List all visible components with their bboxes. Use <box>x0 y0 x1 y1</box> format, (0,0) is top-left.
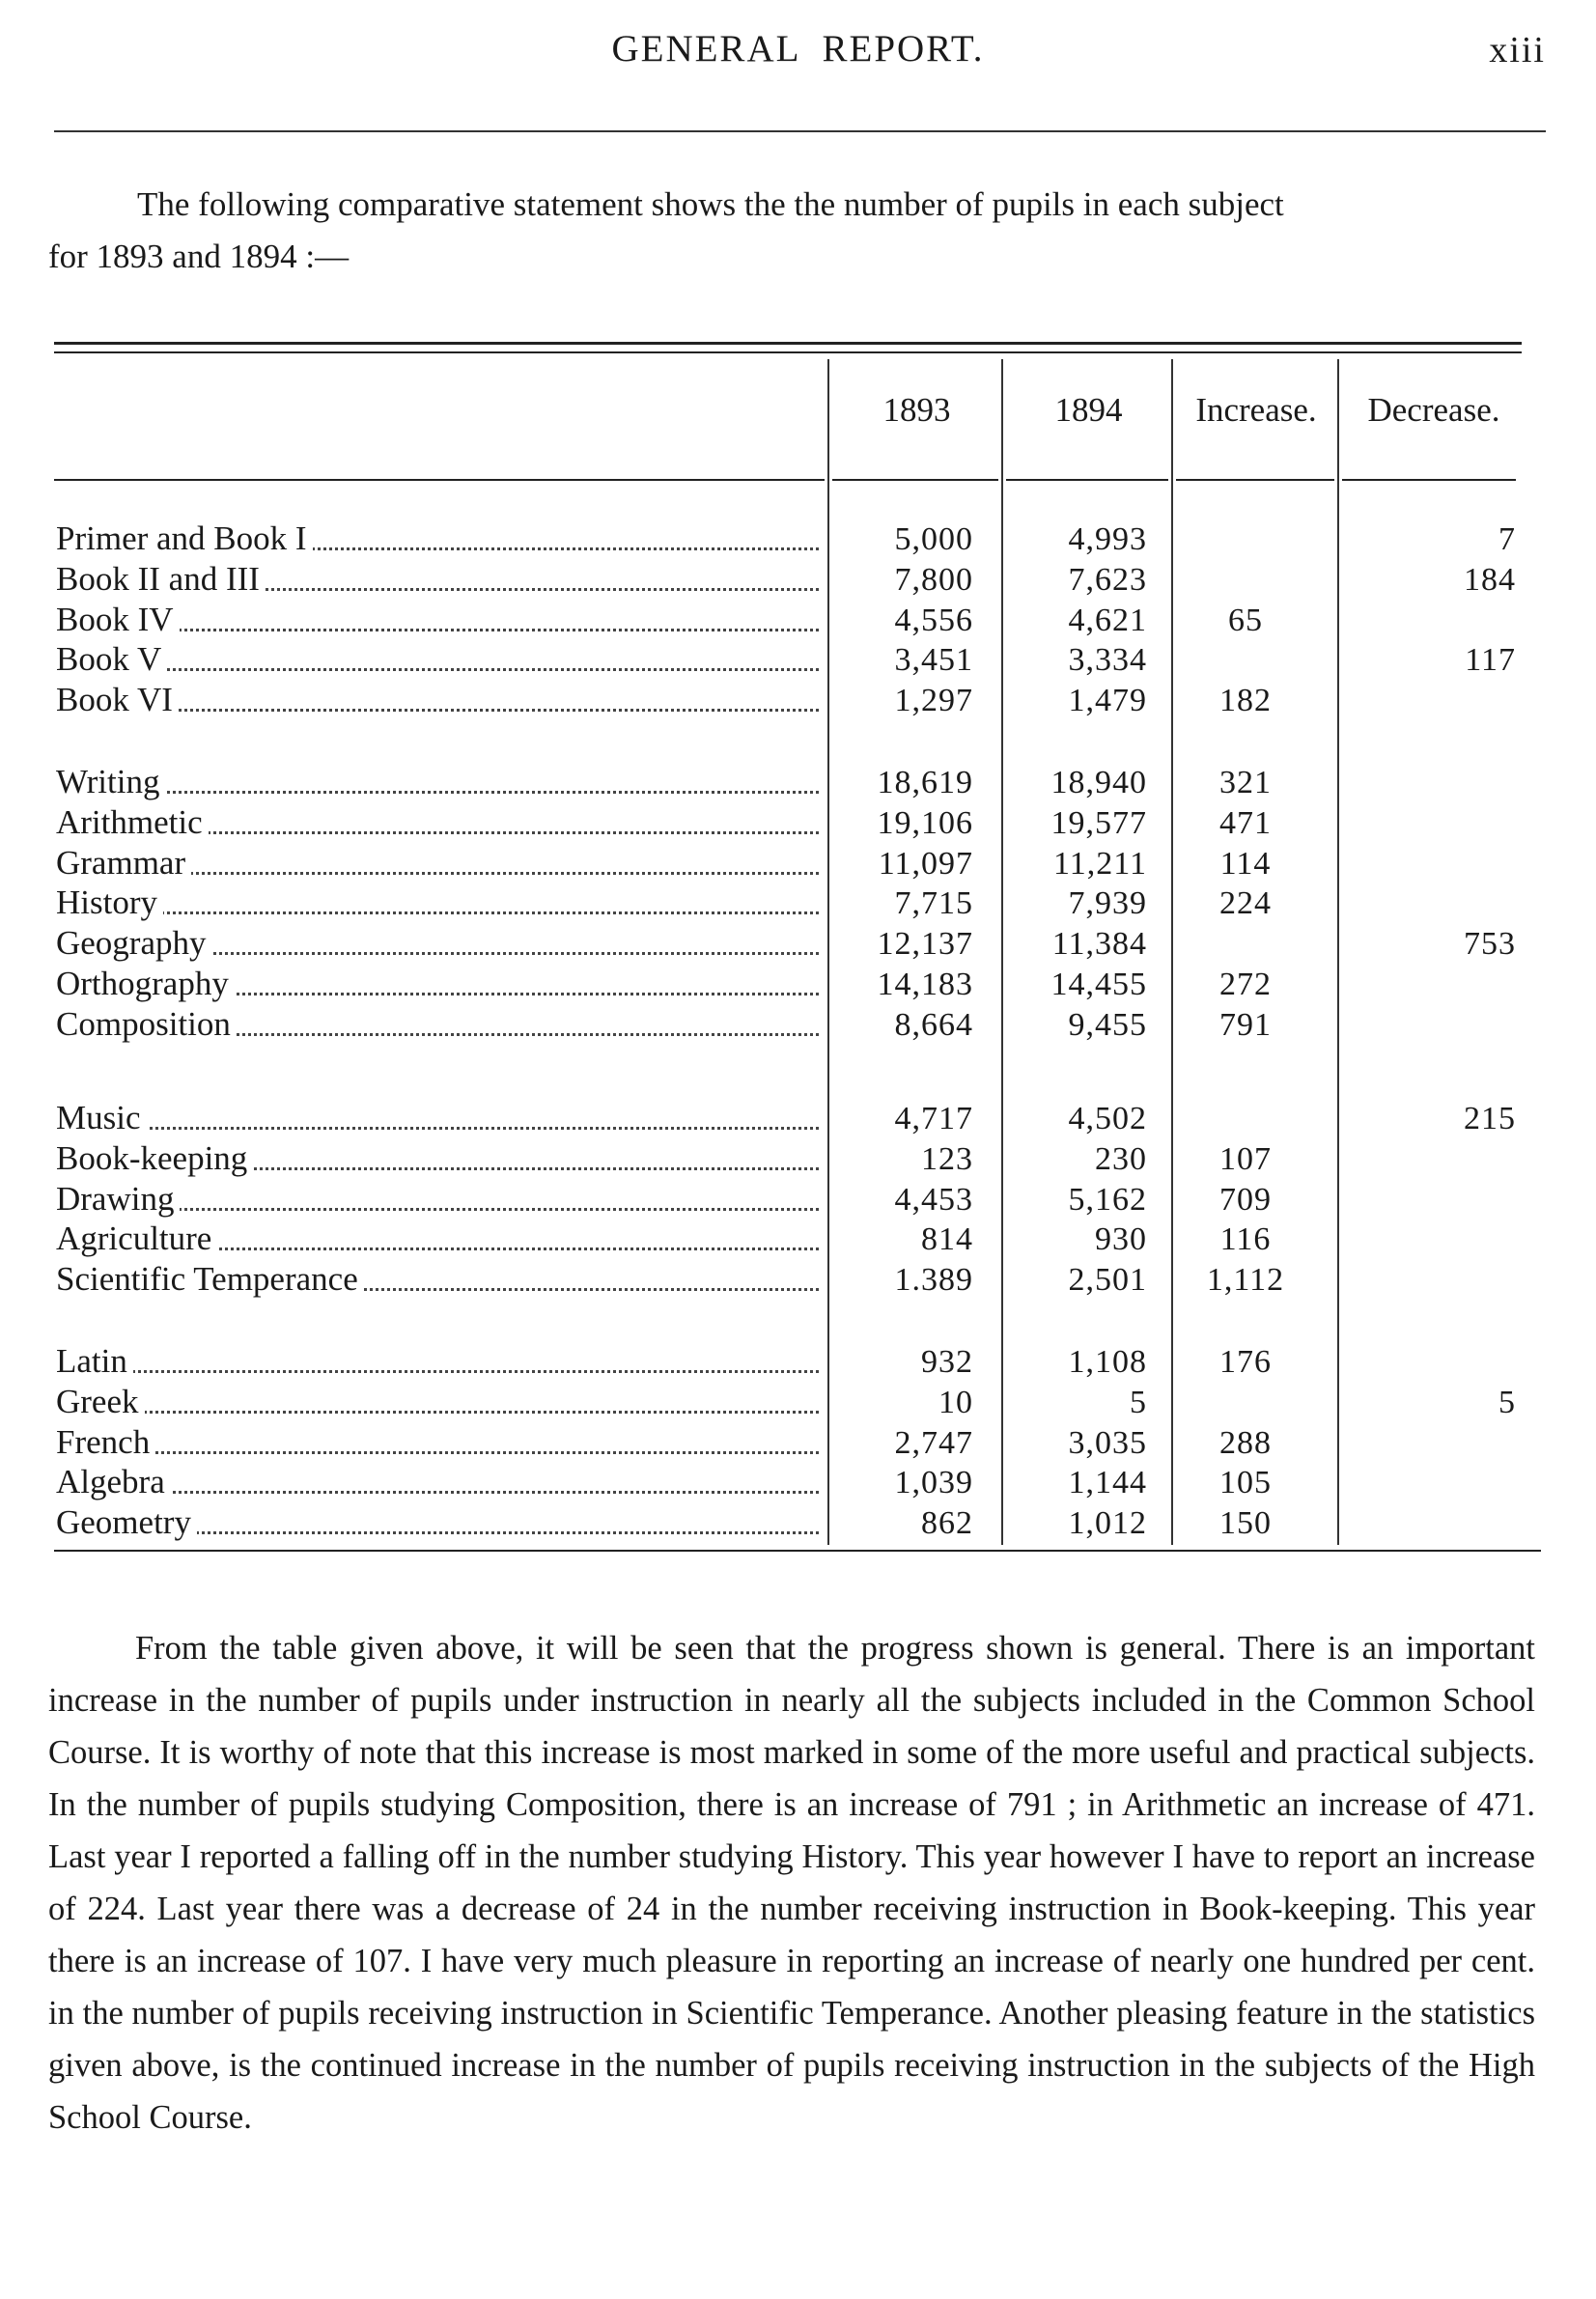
header-underline <box>1342 479 1516 481</box>
page-title: GENERAL REPORT. <box>611 28 985 70</box>
subject-label <box>56 1383 819 1421</box>
table-row <box>0 681 1596 721</box>
subject-name: Geometry <box>56 1503 197 1541</box>
value-increase: 114 <box>1219 845 1272 882</box>
table-row <box>0 803 1596 844</box>
value-1893: 4,453 <box>894 1181 973 1218</box>
subject-label <box>56 640 819 679</box>
paragraph-text: From the table given above, it will be seen that the progress shown is general. There is an important increase in the number of pupils under instruction in nearly all the subjects included in the Common School Course. It is worthy of note that this increase is most marked in some of the more useful and practical subjects. In the number of pupils studying Composition, there is an increase of 791 ; in Arithmetic an increase of 471. Last year I reported a falling off in the number studying History. This year however I have to report an increase of 224. Last year there was a decrease of 24 in the number receiving instruction in Book-keeping. This year there is an increase of 107. I have very much pleasure in reporting an increase of nearly one hundred per cent. in the number of pupils receiving instruction in Scientific Temperance. Another pleasing feature in the statistics given above, is the continued increase in the number of pupils receiving instruction in the subjects of the High School Course. <box>48 1630 1535 2136</box>
value-1893: 932 <box>921 1344 973 1380</box>
value-1893: 12,137 <box>877 926 973 963</box>
value-1894: 1,144 <box>1068 1465 1147 1501</box>
value-1894: 3,035 <box>1068 1424 1147 1461</box>
table-row <box>0 924 1596 965</box>
value-1893: 814 <box>921 1221 973 1258</box>
body-paragraph <box>48 1622 1535 2144</box>
value-1893: 8,664 <box>894 1006 973 1043</box>
value-decrease: 117 <box>1465 642 1516 679</box>
value-1894: 7,623 <box>1068 561 1147 598</box>
value-1894: 1,108 <box>1068 1344 1147 1380</box>
table-row <box>0 883 1596 924</box>
table-row <box>0 519 1596 560</box>
value-1894: 930 <box>1095 1221 1147 1258</box>
table-row <box>0 1383 1596 1423</box>
subject-name: Music <box>56 1099 147 1136</box>
leader-dots <box>56 1125 819 1130</box>
leader-dots <box>56 666 819 671</box>
value-1894: 11,211 <box>1053 845 1147 882</box>
table-row <box>0 1342 1596 1383</box>
table-row <box>0 1180 1596 1220</box>
subject-label <box>56 1139 819 1178</box>
value-1894: 11,384 <box>1051 926 1147 963</box>
value-1893: 1.389 <box>894 1262 973 1299</box>
table-row <box>0 560 1596 601</box>
value-1893: 1,039 <box>894 1465 973 1501</box>
subject-name: Greek <box>56 1383 145 1420</box>
subject-label <box>56 681 819 719</box>
table-row <box>0 1139 1596 1180</box>
subject-label <box>56 601 819 639</box>
value-1893: 11,097 <box>878 845 973 882</box>
subject-name: Geography <box>56 924 212 962</box>
page-number: xiii <box>1489 30 1546 70</box>
value-increase: 107 <box>1219 1140 1272 1177</box>
leader-dots <box>56 789 819 794</box>
table-row <box>0 601 1596 641</box>
subject-label <box>56 803 819 842</box>
table-row <box>0 763 1596 803</box>
value-increase: 224 <box>1219 885 1272 922</box>
value-decrease: 5 <box>1498 1384 1516 1420</box>
table-top-rule-inner <box>54 351 1522 353</box>
subject-name: Primer and Book I <box>56 519 313 557</box>
value-1894: 2,501 <box>1068 1262 1147 1299</box>
subject-label <box>56 1260 819 1299</box>
subject-name: Composition <box>56 1005 237 1043</box>
leader-dots <box>56 1409 819 1414</box>
subject-label <box>56 1463 819 1501</box>
value-1893: 14,183 <box>877 967 973 1002</box>
value-1894: 7,939 <box>1068 885 1147 922</box>
value-increase: 709 <box>1219 1181 1272 1218</box>
column-header-decrease: Decrease. <box>1367 391 1500 429</box>
value-1893: 7,715 <box>894 885 973 922</box>
subject-name: Book II and III <box>56 560 266 598</box>
table-row <box>0 965 1596 1005</box>
subject-name: Writing <box>56 763 165 800</box>
value-1893: 19,106 <box>877 804 973 841</box>
subject-label <box>56 1005 819 1044</box>
value-increase: 182 <box>1219 683 1272 719</box>
value-1894: 4,621 <box>1068 602 1147 638</box>
table-row <box>0 1463 1596 1503</box>
subject-name: Scientific Temperance <box>56 1260 364 1298</box>
value-1893: 10 <box>938 1384 973 1420</box>
value-increase: 321 <box>1219 765 1272 800</box>
subject-name: Drawing <box>56 1180 180 1218</box>
value-1894: 5 <box>1130 1384 1147 1420</box>
value-increase: 176 <box>1219 1344 1272 1380</box>
subject-name: Agriculture <box>56 1220 217 1257</box>
subject-label <box>56 883 819 922</box>
header-underline <box>1176 479 1334 481</box>
value-1893: 123 <box>921 1140 973 1177</box>
value-1893: 2,747 <box>894 1424 973 1461</box>
intro-line-1: The following comparative statement shows the the number of pupils in each subject <box>137 185 1284 223</box>
table-bottom-rule <box>54 1550 1541 1552</box>
table-row <box>0 844 1596 884</box>
value-1894: 1,479 <box>1068 683 1147 719</box>
leader-dots <box>56 1449 819 1454</box>
intro-line-2: for 1893 and 1894 :— <box>48 238 350 275</box>
value-1894: 18,940 <box>1050 765 1147 800</box>
subject-label <box>56 1099 819 1137</box>
value-increase: 105 <box>1219 1465 1272 1501</box>
subject-name: History <box>56 883 163 921</box>
column-header-increase: Increase. <box>1195 391 1317 429</box>
value-1893: 1,297 <box>894 683 973 719</box>
value-1894: 3,334 <box>1068 642 1147 679</box>
value-1893: 4,556 <box>894 602 973 638</box>
value-increase: 272 <box>1219 967 1272 1002</box>
value-1894: 14,455 <box>1050 967 1147 1002</box>
column-header-1893: 1893 <box>882 391 951 429</box>
page-header <box>0 27 1596 85</box>
intro-text <box>48 179 1550 283</box>
value-1894: 5,162 <box>1068 1181 1147 1218</box>
subject-label <box>56 763 819 801</box>
subject-label <box>56 1423 819 1462</box>
table-row <box>0 1423 1596 1464</box>
subject-name: Arithmetic <box>56 803 209 841</box>
header-underline <box>832 479 998 481</box>
value-1894: 4,993 <box>1068 521 1147 557</box>
subject-name: Book VI <box>56 681 179 718</box>
table-row <box>0 1260 1596 1301</box>
value-1893: 5,000 <box>894 521 973 557</box>
table-top-rule <box>54 342 1522 345</box>
subject-label <box>56 1220 819 1258</box>
table-row <box>0 1503 1596 1544</box>
header-underline <box>54 479 825 481</box>
table-row <box>0 1220 1596 1260</box>
value-1893: 4,717 <box>894 1101 973 1136</box>
value-1894: 9,455 <box>1068 1006 1147 1043</box>
value-increase: 471 <box>1219 804 1272 841</box>
table-row <box>0 1005 1596 1046</box>
value-decrease: 753 <box>1464 926 1516 963</box>
value-1894: 19,577 <box>1050 804 1147 841</box>
subject-label <box>56 1342 819 1381</box>
subject-name: Latin <box>56 1342 133 1380</box>
leader-dots <box>56 1368 819 1373</box>
value-1894: 4,502 <box>1068 1101 1147 1136</box>
value-1894: 230 <box>1095 1140 1147 1177</box>
value-1893: 3,451 <box>894 642 973 679</box>
value-increase: 116 <box>1219 1221 1272 1258</box>
value-increase: 1,112 <box>1206 1262 1285 1299</box>
value-increase: 150 <box>1219 1505 1272 1542</box>
table-row <box>0 640 1596 681</box>
subject-name: Book-keeping <box>56 1139 253 1177</box>
value-increase: 65 <box>1228 602 1263 638</box>
subject-name: Algebra <box>56 1463 171 1500</box>
subject-label <box>56 560 819 599</box>
subject-label <box>56 519 819 558</box>
header-rule <box>54 130 1546 132</box>
subject-label <box>56 1180 819 1219</box>
header-underline <box>1006 479 1168 481</box>
subject-name: Orthography <box>56 965 235 1002</box>
leader-dots <box>56 910 819 914</box>
subject-name: Grammar <box>56 844 191 882</box>
value-decrease: 215 <box>1464 1101 1516 1136</box>
value-1893: 7,800 <box>894 561 973 598</box>
table-row <box>0 1099 1596 1139</box>
value-increase: 791 <box>1219 1006 1272 1043</box>
subject-label <box>56 965 819 1003</box>
subject-name: Book IV <box>56 601 180 638</box>
value-1893: 862 <box>921 1505 973 1542</box>
subject-label <box>56 844 819 883</box>
subject-label <box>56 924 819 963</box>
value-decrease: 184 <box>1464 561 1516 598</box>
column-header-1894: 1894 <box>1054 391 1123 429</box>
subject-name: Book V <box>56 640 167 678</box>
value-decrease: 7 <box>1498 521 1516 557</box>
subject-label <box>56 1503 819 1542</box>
value-1893: 18,619 <box>877 765 973 800</box>
value-increase: 288 <box>1219 1424 1272 1461</box>
subject-name: French <box>56 1423 155 1461</box>
value-1894: 1,012 <box>1068 1505 1147 1542</box>
